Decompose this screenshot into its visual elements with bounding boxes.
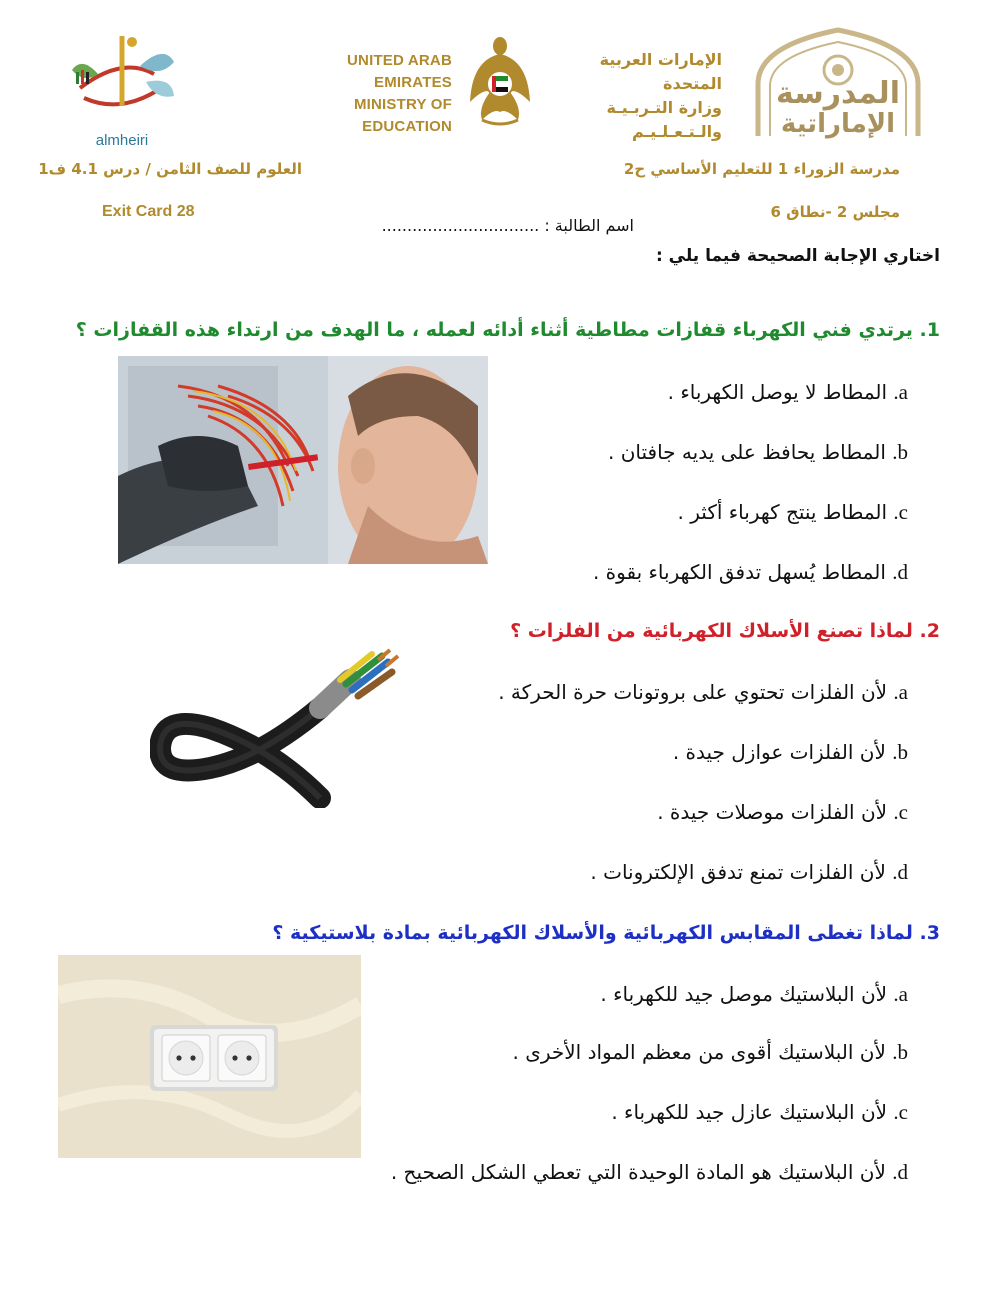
q3-option-c-letter: c. — [893, 1100, 908, 1124]
q3-option-c[interactable] — [611, 1100, 908, 1125]
question-2-title — [510, 620, 940, 642]
q3-option-b[interactable] — [512, 1040, 908, 1065]
cable-photo — [150, 648, 410, 808]
almheiri-logo — [62, 26, 182, 148]
moe-english-title — [272, 50, 452, 138]
q2-option-c[interactable] — [657, 800, 908, 825]
socket-photo — [58, 955, 361, 1158]
q2-option-b[interactable] — [673, 740, 908, 765]
school-name: مدرسة الزوراء 1 للتعليم الأساسي ح2 — [623, 160, 900, 178]
q2-option-d-text: لأن الفلزات تمنع تدفق الإلكترونات . — [590, 860, 886, 884]
q3-option-b-text: لأن البلاستيك أقوى من معظم المواد الأخرى . — [512, 1040, 886, 1064]
electrician-photo — [118, 356, 488, 564]
q2-option-c-text: لأن الفلزات موصلات جيدة . — [657, 800, 888, 824]
course-info: العلوم للصف الثامن / درس 4.1 ف1 — [38, 160, 302, 178]
moe-arabic-title — [540, 48, 722, 144]
emirati-school-logo — [748, 24, 928, 140]
q1-option-b[interactable] — [608, 440, 908, 465]
q1-option-a-letter: a. — [893, 380, 908, 404]
q2-option-d-letter: d. — [892, 860, 908, 884]
q1-option-c[interactable] — [678, 500, 908, 525]
q3-option-c-text: لأن البلاستيك عازل جيد للكهرباء . — [611, 1100, 888, 1124]
student-name-field[interactable]: اسم الطالبة : ............................... — [381, 216, 634, 235]
question-1-text: يرتدي فني الكهرباء قفازات مطاطية أثناء أدائه لعمله ، ما الهدف من ارتداء هذه القفازات ؟ — [75, 319, 913, 341]
q1-option-c-text: المطاط ينتج كهرباء أكثر . — [677, 500, 888, 524]
q2-option-c-letter: c. — [893, 800, 908, 824]
q3-option-a-text: لأن البلاستيك موصل جيد للكهرباء . — [600, 982, 888, 1006]
q1-option-b-text: المطاط يحافظ على يديه جافتان . — [608, 440, 886, 464]
question-1-number: 1. — [919, 319, 940, 341]
q2-option-b-text: لأن الفلزات عوازل جيدة . — [672, 740, 886, 764]
electrician-icon — [118, 356, 488, 564]
question-3-text: لماذا تغطى المقابس الكهربائية والأسلاك الكهربائية بمادة بلاستيكية ؟ — [272, 922, 913, 944]
almheiri-logo-text: almheiri — [95, 132, 149, 149]
almheiri-logo-icon — [62, 26, 182, 126]
moe-ar-line2: وزارة التـربـيـة والـتـعـلـيـم — [606, 98, 722, 141]
question-3-title — [272, 922, 940, 944]
question-2-text: لماذا تصنع الأسلاك الكهربائية من الفلزات ؟ — [510, 620, 913, 642]
q2-option-b-letter: b. — [892, 740, 908, 764]
q2-option-a-text: لأن الفلزات تحتوي على بروتونات حرة الحركة . — [498, 680, 888, 704]
q1-option-b-letter: b. — [892, 440, 908, 464]
question-2-number: 2. — [919, 620, 940, 642]
uae-emblem — [468, 32, 532, 130]
q3-option-d[interactable] — [391, 1160, 908, 1185]
q1-option-c-letter: c. — [893, 500, 908, 524]
moe-en-line2: MINISTRY OF EDUCATION — [353, 96, 452, 135]
q1-option-d-text: المطاط يُسهل تدفق الكهرباء بقوة . — [592, 560, 886, 584]
q3-option-d-letter: d. — [892, 1160, 908, 1184]
q2-option-d[interactable] — [590, 860, 908, 885]
q1-option-a-text: المطاط لا يوصل الكهرباء . — [667, 380, 888, 404]
q3-option-d-text: لأن البلاستيك هو المادة الوحيدة التي تعطي الشكل الصحيح . — [390, 1160, 886, 1184]
q2-option-a[interactable] — [498, 680, 908, 705]
q3-option-a[interactable] — [600, 982, 908, 1007]
q1-option-a[interactable] — [668, 380, 908, 405]
falcon-emblem-icon — [468, 32, 532, 130]
cable-icon — [150, 648, 410, 808]
school-logo-line2: الإماراتية — [780, 109, 896, 139]
question-3-number: 3. — [919, 922, 940, 944]
question-1-title — [76, 319, 940, 341]
wall-socket-icon — [58, 955, 361, 1158]
q1-option-d-letter: d. — [892, 560, 908, 584]
moe-en-line1: UNITED ARAB EMIRATES — [347, 52, 452, 91]
q3-option-b-letter: b. — [892, 1040, 908, 1064]
moe-ar-line1: الإمارات العربية المتحدة — [599, 50, 722, 93]
exit-card-label: Exit Card 28 — [102, 203, 195, 220]
council-info: مجلس 2 -نطاق 6 — [770, 203, 900, 221]
q3-option-a-letter: a. — [893, 982, 908, 1006]
q1-option-d[interactable] — [593, 560, 908, 585]
school-logo-line1: المدرسة — [776, 76, 900, 111]
instructions: اختاري الإجابة الصحيحة فيما يلي : — [655, 246, 940, 266]
q2-option-a-letter: a. — [893, 680, 908, 704]
